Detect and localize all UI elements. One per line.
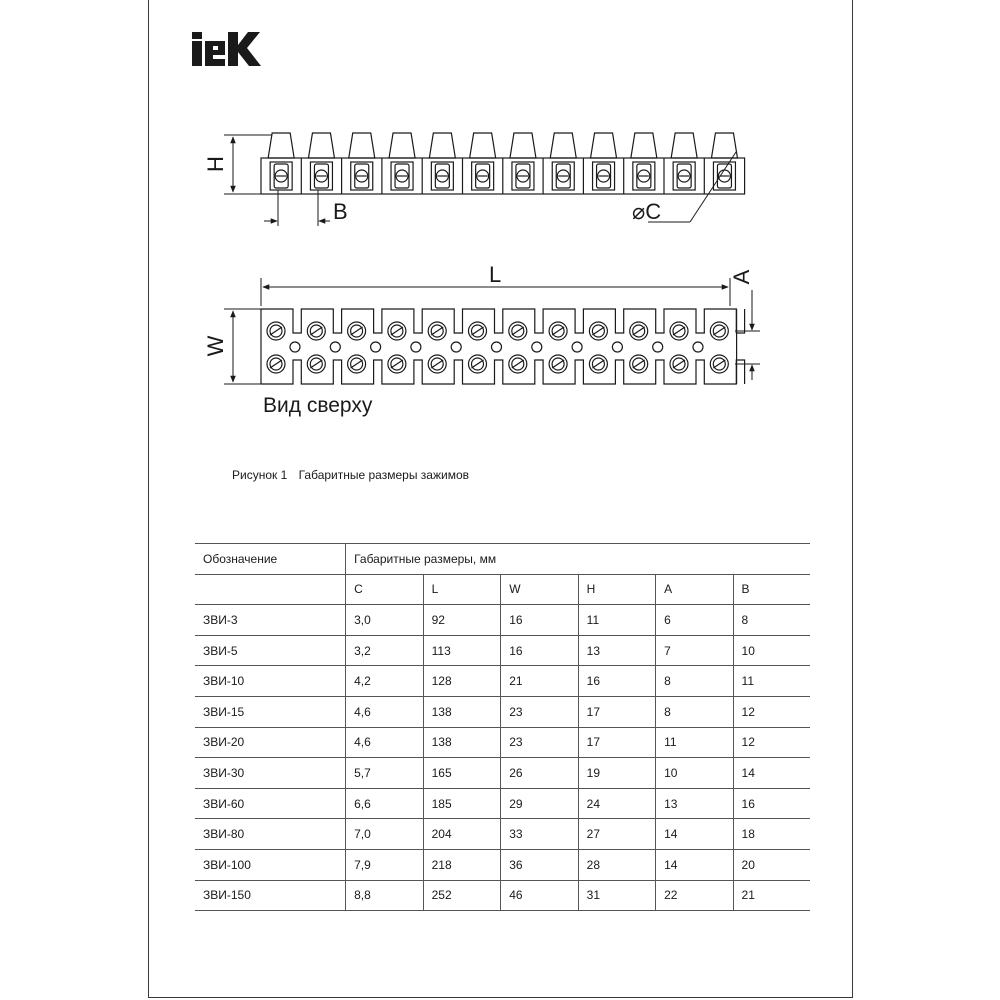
column-header-w: W	[501, 574, 578, 605]
length-label: L	[489, 262, 502, 287]
screw	[267, 322, 285, 340]
pitch-label: B	[333, 199, 348, 224]
hole	[612, 342, 622, 352]
screw	[670, 355, 688, 373]
height-label: H	[203, 156, 228, 172]
value-cell: 24	[578, 788, 655, 819]
value-cell: 23	[501, 696, 578, 727]
designation-cell: ЗВИ-60	[195, 788, 346, 819]
screw	[589, 355, 607, 373]
value-cell: 12	[733, 696, 810, 727]
screw	[710, 322, 728, 340]
hole	[532, 342, 542, 352]
value-cell: 27	[578, 819, 655, 850]
screw	[348, 322, 366, 340]
side-terminal	[308, 133, 334, 190]
value-cell: 29	[501, 788, 578, 819]
value-cell: 6,6	[346, 788, 424, 819]
value-cell: 138	[423, 727, 501, 758]
screw	[509, 355, 527, 373]
value-cell: 16	[578, 666, 655, 697]
value-cell: 4,6	[346, 696, 424, 727]
value-cell: 3,2	[346, 635, 424, 666]
value-cell: 16	[501, 635, 578, 666]
value-cell: 33	[501, 819, 578, 850]
screw	[428, 322, 446, 340]
screw	[388, 322, 406, 340]
designation-cell: ЗВИ-5	[195, 635, 346, 666]
value-cell: 23	[501, 727, 578, 758]
value-cell: 8	[656, 696, 733, 727]
top-outline-lower	[261, 360, 745, 384]
screw	[267, 355, 285, 373]
value-cell: 16	[501, 605, 578, 636]
side-terminal	[591, 133, 617, 190]
top-view	[261, 309, 745, 384]
value-cell: 252	[423, 880, 501, 911]
hole	[330, 342, 340, 352]
value-cell: 10	[733, 635, 810, 666]
screw	[428, 355, 446, 373]
top-outline-upper	[261, 309, 745, 333]
table-row	[195, 819, 810, 850]
value-cell: 7,9	[346, 849, 424, 880]
side-terminal	[671, 133, 697, 190]
screw	[549, 355, 567, 373]
column-header-a: A	[656, 574, 733, 605]
table-row	[195, 605, 810, 636]
value-cell: 7	[656, 635, 733, 666]
designation-header: Обозначение	[195, 544, 346, 575]
value-cell: 138	[423, 696, 501, 727]
side-terminal	[268, 133, 294, 190]
hole	[411, 342, 421, 352]
value-cell: 11	[733, 666, 810, 697]
designation-cell: ЗВИ-20	[195, 727, 346, 758]
column-header-h: H	[578, 574, 655, 605]
screw	[670, 322, 688, 340]
value-cell: 113	[423, 635, 501, 666]
figure-caption	[232, 468, 469, 482]
hole	[693, 342, 703, 352]
value-cell: 21	[501, 666, 578, 697]
value-cell: 13	[578, 635, 655, 666]
designation-cell: ЗВИ-10	[195, 666, 346, 697]
screw	[630, 355, 648, 373]
value-cell: 17	[578, 727, 655, 758]
hole	[451, 342, 461, 352]
value-cell: 4,2	[346, 666, 424, 697]
dimensions-table	[195, 543, 810, 911]
value-cell: 14	[656, 819, 733, 850]
table-row	[195, 849, 810, 880]
diameter-label: ⌀C	[632, 199, 662, 224]
width-label: W	[203, 335, 228, 357]
value-cell: 31	[578, 880, 655, 911]
value-cell: 11	[578, 605, 655, 636]
designation-cell: ЗВИ-100	[195, 849, 346, 880]
value-cell: 8,8	[346, 880, 424, 911]
value-cell: 19	[578, 758, 655, 789]
side-terminal	[631, 133, 657, 190]
table-row	[195, 635, 810, 666]
value-cell: 5,7	[346, 758, 424, 789]
value-cell: 26	[501, 758, 578, 789]
side-terminal	[470, 133, 496, 190]
value-cell: 7,0	[346, 819, 424, 850]
column-header-c: C	[346, 574, 424, 605]
value-cell: 16	[733, 788, 810, 819]
empty-cell	[195, 574, 346, 605]
value-cell: 18	[733, 819, 810, 850]
value-cell: 6	[656, 605, 733, 636]
screw	[469, 355, 487, 373]
value-cell: 14	[733, 758, 810, 789]
value-cell: 46	[501, 880, 578, 911]
screw	[630, 322, 648, 340]
dimensions-header: Габаритные размеры, мм	[346, 544, 810, 575]
side-view	[261, 133, 745, 194]
side-terminal	[510, 133, 536, 190]
value-cell: 128	[423, 666, 501, 697]
terminal-block-drawing	[0, 0, 1000, 460]
side-terminal	[429, 133, 455, 190]
value-cell: 12	[733, 727, 810, 758]
offset-label: A	[729, 269, 754, 285]
designation-cell: ЗВИ-150	[195, 880, 346, 911]
value-cell: 92	[423, 605, 501, 636]
value-cell: 20	[733, 849, 810, 880]
table-row	[195, 696, 810, 727]
value-cell: 17	[578, 696, 655, 727]
value-cell: 13	[656, 788, 733, 819]
designation-cell: ЗВИ-80	[195, 819, 346, 850]
hole	[653, 342, 663, 352]
hole	[371, 342, 381, 352]
value-cell: 3,0	[346, 605, 424, 636]
table-row	[195, 758, 810, 789]
value-cell: 204	[423, 819, 501, 850]
value-cell: 218	[423, 849, 501, 880]
value-cell: 22	[656, 880, 733, 911]
side-terminal	[389, 133, 415, 190]
screw	[307, 322, 325, 340]
table-row	[195, 727, 810, 758]
designation-cell: ЗВИ-30	[195, 758, 346, 789]
screw	[307, 355, 325, 373]
table-row	[195, 666, 810, 697]
side-terminal	[711, 133, 737, 190]
figure-number: Рисунок 1	[232, 468, 288, 482]
hole	[290, 342, 300, 352]
screw	[469, 322, 487, 340]
value-cell: 11	[656, 727, 733, 758]
view-label: Вид сверху	[263, 394, 373, 417]
screw	[710, 355, 728, 373]
designation-cell: ЗВИ-3	[195, 605, 346, 636]
table-row	[195, 788, 810, 819]
table-column-row	[195, 574, 810, 605]
hole	[572, 342, 582, 352]
column-header-l: L	[423, 574, 501, 605]
value-cell: 8	[656, 666, 733, 697]
value-cell: 21	[733, 880, 810, 911]
value-cell: 165	[423, 758, 501, 789]
screw	[388, 355, 406, 373]
hole	[492, 342, 502, 352]
value-cell: 8	[733, 605, 810, 636]
value-cell: 10	[656, 758, 733, 789]
screw	[348, 355, 366, 373]
side-terminal	[550, 133, 576, 190]
value-cell: 185	[423, 788, 501, 819]
value-cell: 36	[501, 849, 578, 880]
value-cell: 28	[578, 849, 655, 880]
designation-cell: ЗВИ-15	[195, 696, 346, 727]
side-terminal	[349, 133, 375, 190]
column-header-b: B	[733, 574, 810, 605]
value-cell: 14	[656, 849, 733, 880]
value-cell: 4,6	[346, 727, 424, 758]
figure-title: Габаритные размеры зажимов	[298, 468, 469, 482]
screw	[509, 322, 527, 340]
screw	[549, 322, 567, 340]
table-header-row	[195, 544, 810, 575]
screw	[589, 322, 607, 340]
table-row	[195, 880, 810, 911]
